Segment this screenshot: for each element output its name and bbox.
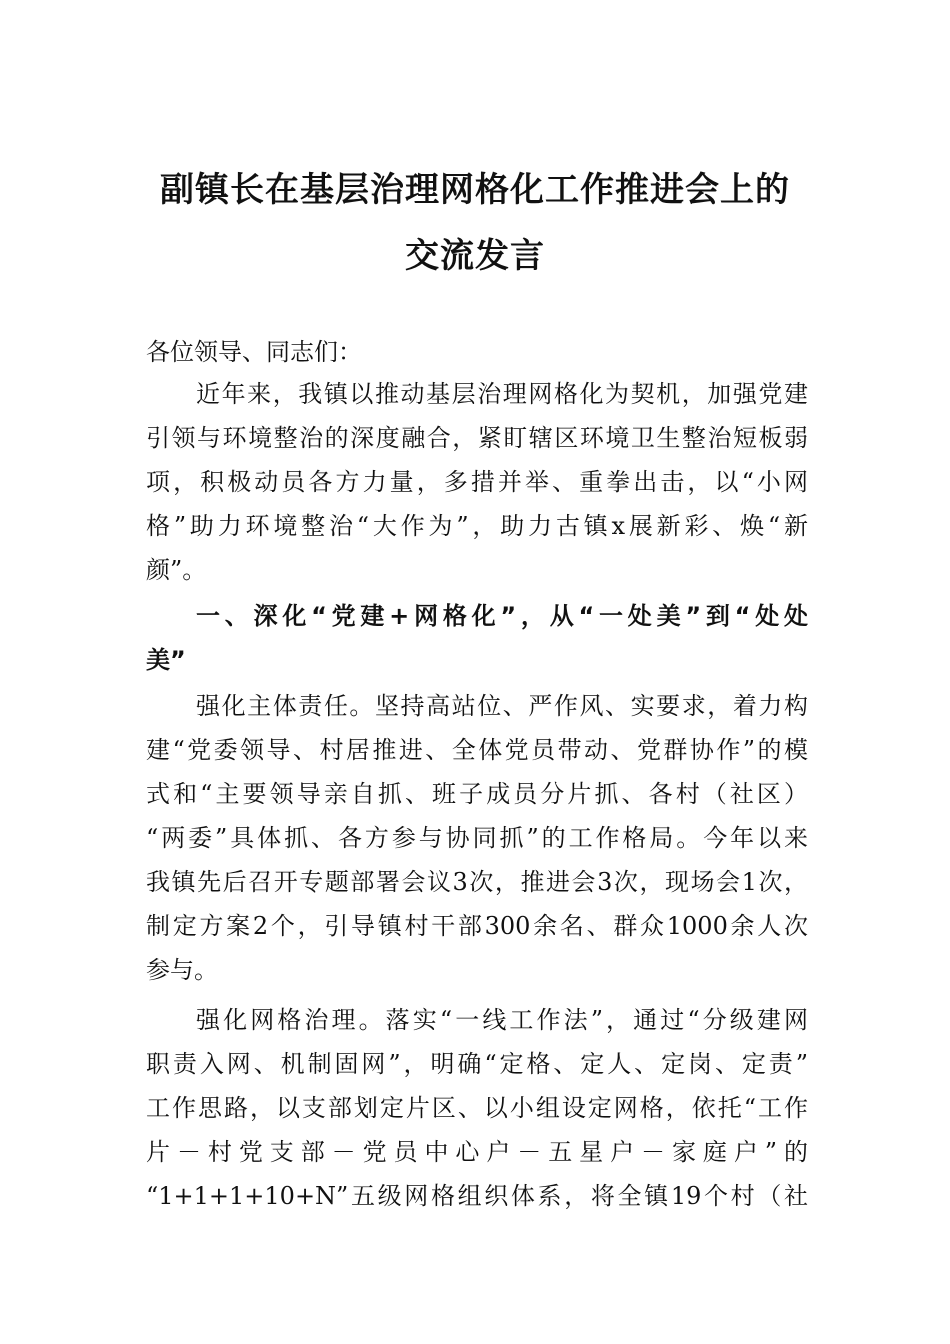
document-title-line-2: 交流发言 [405,236,545,276]
paragraph-3-line-5: “1+1+1+10+N”五级网格组织体系，将全镇19个村（社 [146,1182,808,1210]
paragraph-2-line-7: 参与。 [146,956,218,984]
paragraph-2-line-5: 我镇先后召开专题部署会议3次，推进会3次，现场会1次， [146,868,808,896]
document-title-line-1: 副镇长在基层治理网格化工作推进会上的 [160,170,790,210]
paragraph-1-line-3: 项，积极动员各方力量，多措并举、重拳出击，以“小网 [146,468,808,496]
paragraph-3-line-1: 强化网格治理。落实“一线工作法”，通过“分级建网 [196,1006,808,1034]
paragraph-1-line-1: 近年来，我镇以推动基层治理网格化为契机，加强党建 [196,380,808,408]
paragraph-2-line-1: 强化主体责任。坚持高站位、严作风、实要求，着力构 [196,692,808,720]
salutation: 各位领导、同志们： [146,338,362,366]
paragraph-3-line-2: 职责入网、机制固网”，明确“定格、定人、定岗、定责” [146,1050,808,1078]
paragraph-2-line-2: 建“党委领导、村居推进、全体党员带动、党群协作”的模 [146,736,808,764]
paragraph-1-line-4: 格”助力环境整治“大作为”，助力古镇x展新彩、焕“新 [146,512,808,540]
paragraph-2-line-3: 式和“主要领导亲自抓、班子成员分片抓、各村（社区） [146,780,808,808]
paragraph-3-line-4: 片－村党支部－党员中心户－五星户－家庭户”的 [146,1138,808,1166]
paragraph-1-line-5: 颜”。 [146,556,207,584]
paragraph-2-line-6: 制定方案2个，引导镇村干部300余名、群众1000余人次 [146,912,808,940]
paragraph-1-line-2: 引领与环境整治的深度融合，紧盯辖区环境卫生整治短板弱 [146,424,808,452]
section-heading-1-line-1: 一、深化“党建+网格化”，从“一处美”到“处处 [196,602,808,630]
paragraph-3-line-3: 工作思路，以支部划定片区、以小组设定网格，依托“工作 [146,1094,808,1122]
paragraph-2-line-4: “两委”具体抓、各方参与协同抓”的工作格局。今年以来 [146,824,808,852]
section-heading-1-line-2: 美” [146,646,186,674]
